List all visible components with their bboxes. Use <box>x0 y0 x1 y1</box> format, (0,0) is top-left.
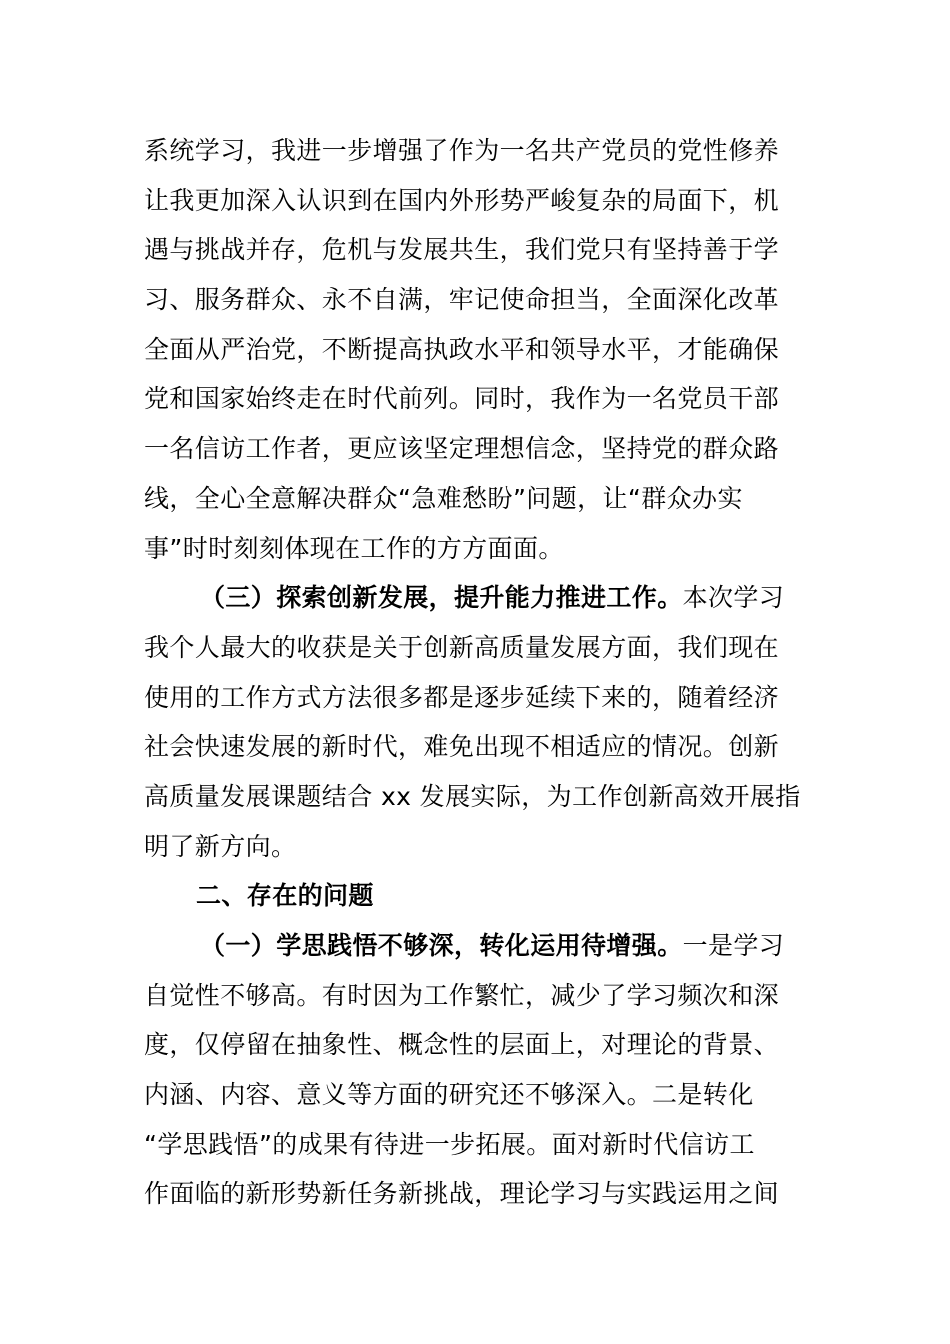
section-innovation <box>144 573 810 871</box>
text-line: 让我更加深入认识到在国内外形势严峻复杂的局面下，机 <box>144 185 780 215</box>
section-first-line <box>144 921 810 971</box>
text-line: 度，仅停留在抽象性、概念性的层面上，对理论的背景、 <box>144 1030 780 1060</box>
part-heading: 二、存在的问题 <box>196 881 374 911</box>
text-line: 作面临的新形势新任务新挑战，理论学习与实践运用之间 <box>144 1179 780 1209</box>
section-heading: （一）学思践悟不够深，转化运用待增强。 <box>200 931 683 960</box>
text-line: 明了新方向。 <box>144 831 297 861</box>
section-lead-text: 一是学习 <box>682 931 785 960</box>
paragraph-continuation <box>144 126 810 573</box>
text-line: 党和国家始终走在时代前列。同时，我作为一名党员干部 <box>144 384 780 414</box>
text-line: 社会快速发展的新时代，难免出现不相适应的情况。创新 <box>144 732 780 762</box>
section-heading: （三）探索创新发展，提升能力推进工作。 <box>200 583 683 613</box>
text-line: 一名信访工作者，更应该坚定理想信念，坚持党的群众路 <box>144 434 780 464</box>
text-line: 事”时时刻刻体现在工作的方方面面。 <box>144 533 564 563</box>
text-line: 我个人最大的收获是关于创新高质量发展方面，我们现在 <box>144 632 780 662</box>
text-line: 习、服务群众、永不自满，牢记使命担当，全面深化改革 <box>144 285 780 315</box>
section-first-line <box>144 573 810 623</box>
text-line: 系统学习，我进一步增强了作为一名共产党员的党性修养 <box>144 136 780 165</box>
text-line: 使用的工作方式方法很多都是逐步延续下来的，随着经济 <box>144 682 780 712</box>
text-line: 全面从严治党，不断提高执政水平和领导水平，才能确保 <box>144 334 780 364</box>
text-line: 线，全心全意解决群众“急难愁盼”问题，让“群众办实 <box>144 483 743 513</box>
section-study-practice <box>144 921 810 1219</box>
section-lead-text: 本次学习 <box>682 583 785 613</box>
text-line: “学思践悟”的成果有待进一步拓展。面对新时代信访工 <box>144 1129 755 1159</box>
text-line: 内涵、内容、意义等方面的研究还不够深入。二是转化 <box>144 1080 754 1110</box>
text-line: 遇与挑战并存，危机与发展共生，我们党只有坚持善于学 <box>144 235 780 265</box>
document-body <box>144 126 810 1219</box>
text-line: 自觉性不够高。有时因为工作繁忙，减少了学习频次和深 <box>144 980 780 1010</box>
text-line: 高质量发展课题结合 xx 发展实际，为工作创新高效开展指 <box>144 781 801 811</box>
